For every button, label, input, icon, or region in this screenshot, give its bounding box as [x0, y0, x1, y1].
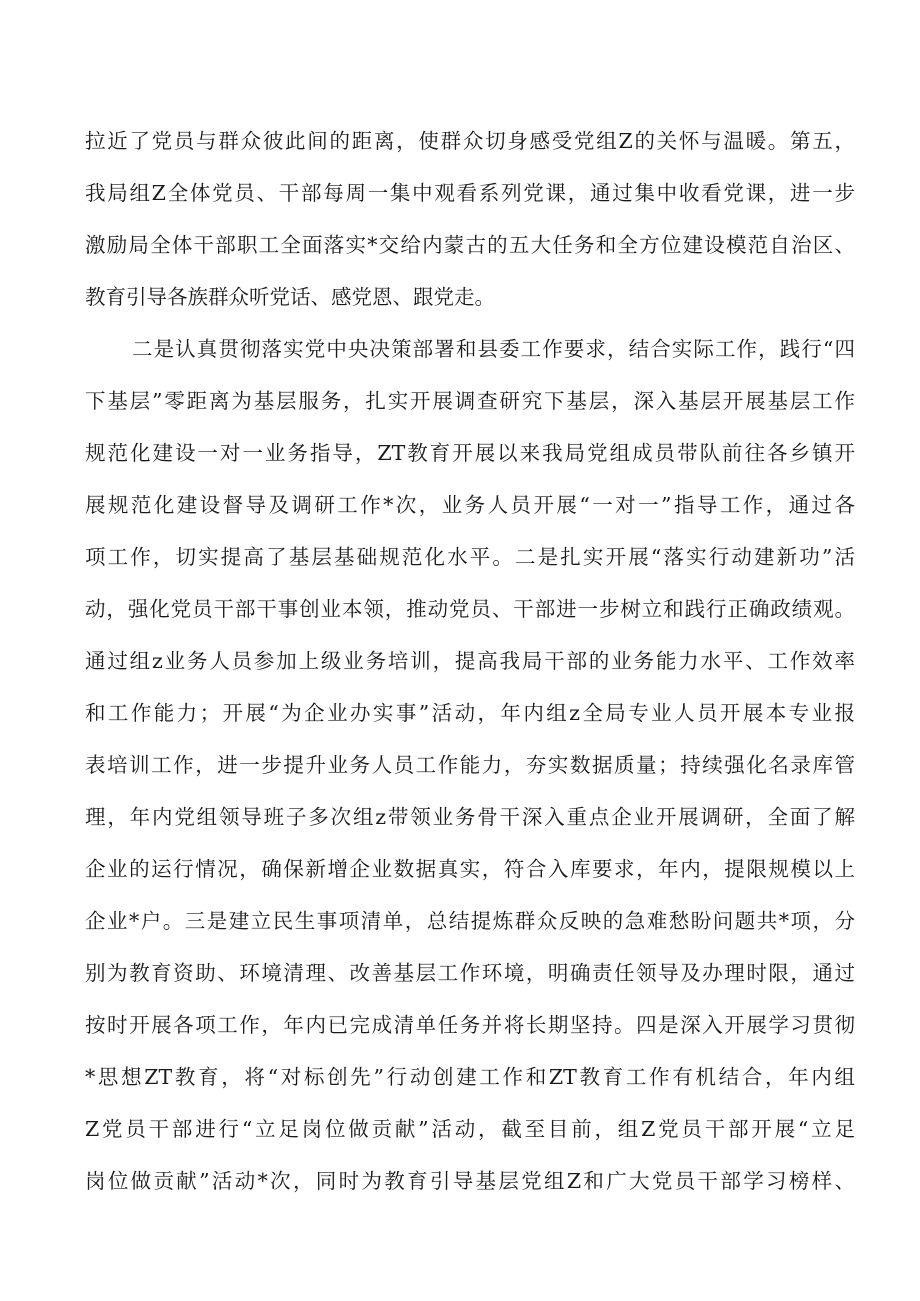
text-line: 通过组z业务人员参加上级业务培训，提高我局干部的业务能力水平、工作效率 — [85, 649, 855, 673]
text-line: 动，强化党员干部干事创业本领，推动党员、干部进一步树立和践行正确政绩观。 — [85, 597, 855, 621]
text-line: 项工作，切实提高了基层基础规范化水平。二是扎实开展“落实行动建新功”活 — [85, 545, 855, 569]
text-line: 按时开展各项工作，年内已完成清单任务并将长期坚持。四是深入开展学习贯彻 — [85, 1013, 855, 1037]
text-line: 教育引导各族群众听党话、感党恩、跟党走。 — [85, 285, 495, 309]
text-line: 企业*户。三是建立民生事项清单，总结提炼群众反映的急难愁盼问题共*项，分 — [85, 909, 855, 933]
text-line: 岗位做贡献”活动*次，同时为教育引导基层党组Z和广大党员干部学习榜样、 — [85, 1169, 855, 1193]
text-line: 下基层”零距离为基层服务，扎实开展调查研究下基层，深入基层开展基层工作 — [85, 389, 855, 413]
text-line: 展规范化建设督导及调研工作*次，业务人员开展“一对一”指导工作，通过各 — [85, 493, 855, 517]
text-line: 我局组Z全体党员、干部每周一集中观看系列党课，通过集中收看党课，进一步 — [85, 181, 855, 205]
text-line: 表培训工作，进一步提升业务人员工作能力，夯实数据质量；持续强化名录库管 — [85, 753, 855, 777]
text-line: 和工作能力；开展“为企业办实事”活动，年内组z全局专业人员开展本专业报 — [85, 701, 855, 725]
text-line: *思想ZT教育，将“对标创先”行动创建工作和ZT教育工作有机结合，年内组 — [85, 1065, 855, 1089]
text-line: 规范化建设一对一业务指导，ZT教育开展以来我局党组成员带队前往各乡镇开 — [85, 441, 855, 465]
text-line: 拉近了党员与群众彼此间的距离，使群众切身感受党组Z的关怀与温暖。第五， — [85, 129, 855, 153]
text-line: 别为教育资助、环境清理、改善基层工作环境，明确责任领导及办理时限，通过 — [85, 961, 855, 985]
text-line: Z党员干部进行“立足岗位做贡献”活动，截至目前，组Z党员干部开展“立足 — [85, 1117, 855, 1141]
text-line: 企业的运行情况，确保新增企业数据真实，符合入库要求，年内，提限规模以上 — [85, 857, 855, 881]
text-line: 理，年内党组领导班子多次组z带领业务骨干深入重点企业开展调研，全面了解 — [85, 805, 855, 829]
text-line: 激励局全体干部职工全面落实*交给内蒙古的五大任务和全方位建设模范自治区、 — [85, 233, 855, 257]
paragraph-first-line: 二是认真贯彻落实党中央决策部署和县委工作要求，结合实际工作，践行“四 — [132, 337, 855, 361]
